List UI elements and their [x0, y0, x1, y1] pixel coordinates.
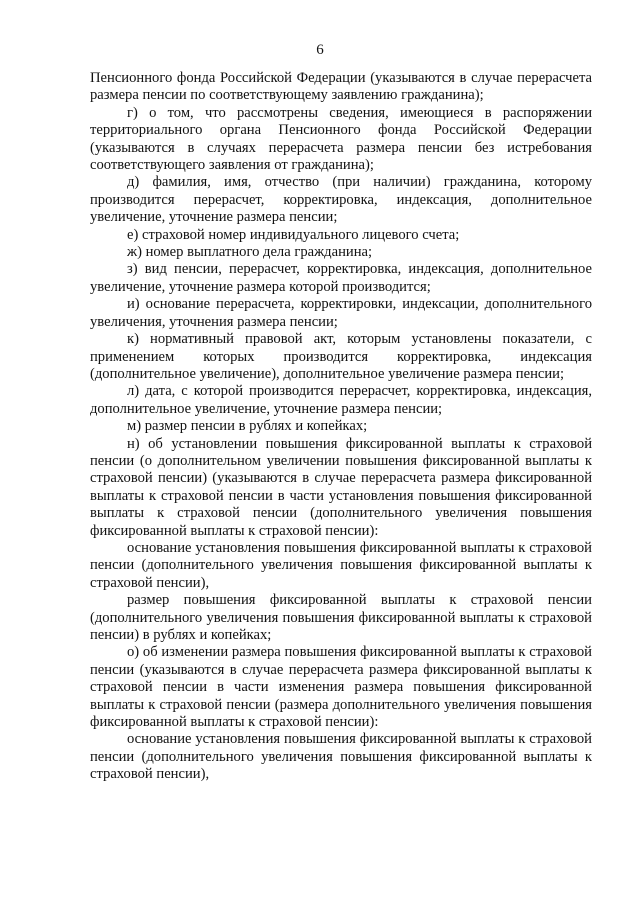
paragraph-n-amount: размер повышения фиксированной выплаты к страховой пенсии (дополнительного увеличения повышения фиксированной выплаты к страховой пенсии) в рублях и копейках;	[90, 592, 592, 643]
paragraph-item-e: е) страховой номер индивидуального лицевого счета;	[127, 226, 460, 243]
paragraph-item-zh: ж) номер выплатного дела гражданина;	[127, 244, 373, 261]
document-body	[90, 70, 592, 784]
paragraph-item-m: м) размер пенсии в рублях и копейках;	[127, 418, 368, 435]
paragraph-item-g: г) о том, что рассмотрены сведения, имеющиеся в распоряжении территориального органа Пенсионного фонда Российской Федерации (указываются в случаях перерасчета размера пенсии без истребования соответствующего заявления от гражданина);	[90, 104, 592, 174]
paragraph-o-basis: основание установления повышения фиксированной выплаты к страховой пенсии (дополнительного увеличения повышения фиксированной выплаты к страховой пенсии),	[90, 731, 592, 783]
paragraph-item-l: л) дата, с которой производится перерасчет, корректировка, индексация, дополнительное увеличение, уточнение размера пенсии;	[90, 383, 592, 417]
paragraph-n-basis: основание установления повышения фиксированной выплаты к страховой пенсии (дополнительного увеличения повышения фиксированной выплаты к страховой пенсии),	[90, 539, 592, 591]
paragraph-item-i: и) основание перерасчета, корректировки, индексации, дополнительного увеличения, уточнения размера пенсии;	[90, 296, 592, 330]
paragraph-item-o: о) об изменении размера повышения фиксированной выплаты к страховой пенсии (указываются в случае перерасчета размера фиксированной выплаты к страховой пенсии в части изменения размера повышения фиксированной выплаты к страховой пенсии (размера дополнительного увеличения повышения фиксированной выплаты к страховой пенсии):	[90, 644, 592, 731]
paragraph-item-n: н) об установлении повышения фиксированной выплаты к страховой пенсии (о дополнительном увеличении повышения фиксированной выплаты к страховой пенсии) (указываются в случае перерасчета размера фиксированной выплаты к страховой пенсии в части установления повышения фиксированной выплаты к страховой пенсии (дополнительного увеличения повышения фиксированной выплаты к страховой пенсии):	[90, 435, 592, 539]
paragraph-continuation: Пенсионного фонда Российской Федерации (указываются в случае перерасчета размера пенсии по соответствующему заявлению гражданина);	[90, 70, 592, 104]
paragraph-item-d: д) фамилия, имя, отчество (при наличии) гражданина, которому производится перерасчет, корректировка, индексация, дополнительное увеличение, уточнение размера пенсии;	[90, 174, 592, 226]
paragraph-item-z: з) вид пенсии, перерасчет, корректировка, индексация, дополнительное увеличение, уточнение размера которой производится;	[90, 261, 592, 295]
page-number: 6	[316, 42, 324, 58]
paragraph-item-k: к) нормативный правовой акт, которым установлены показатели, с применением которых производится корректировка, индексация (дополнительное увеличение), дополнительное увеличение размера пенсии;	[90, 331, 592, 382]
